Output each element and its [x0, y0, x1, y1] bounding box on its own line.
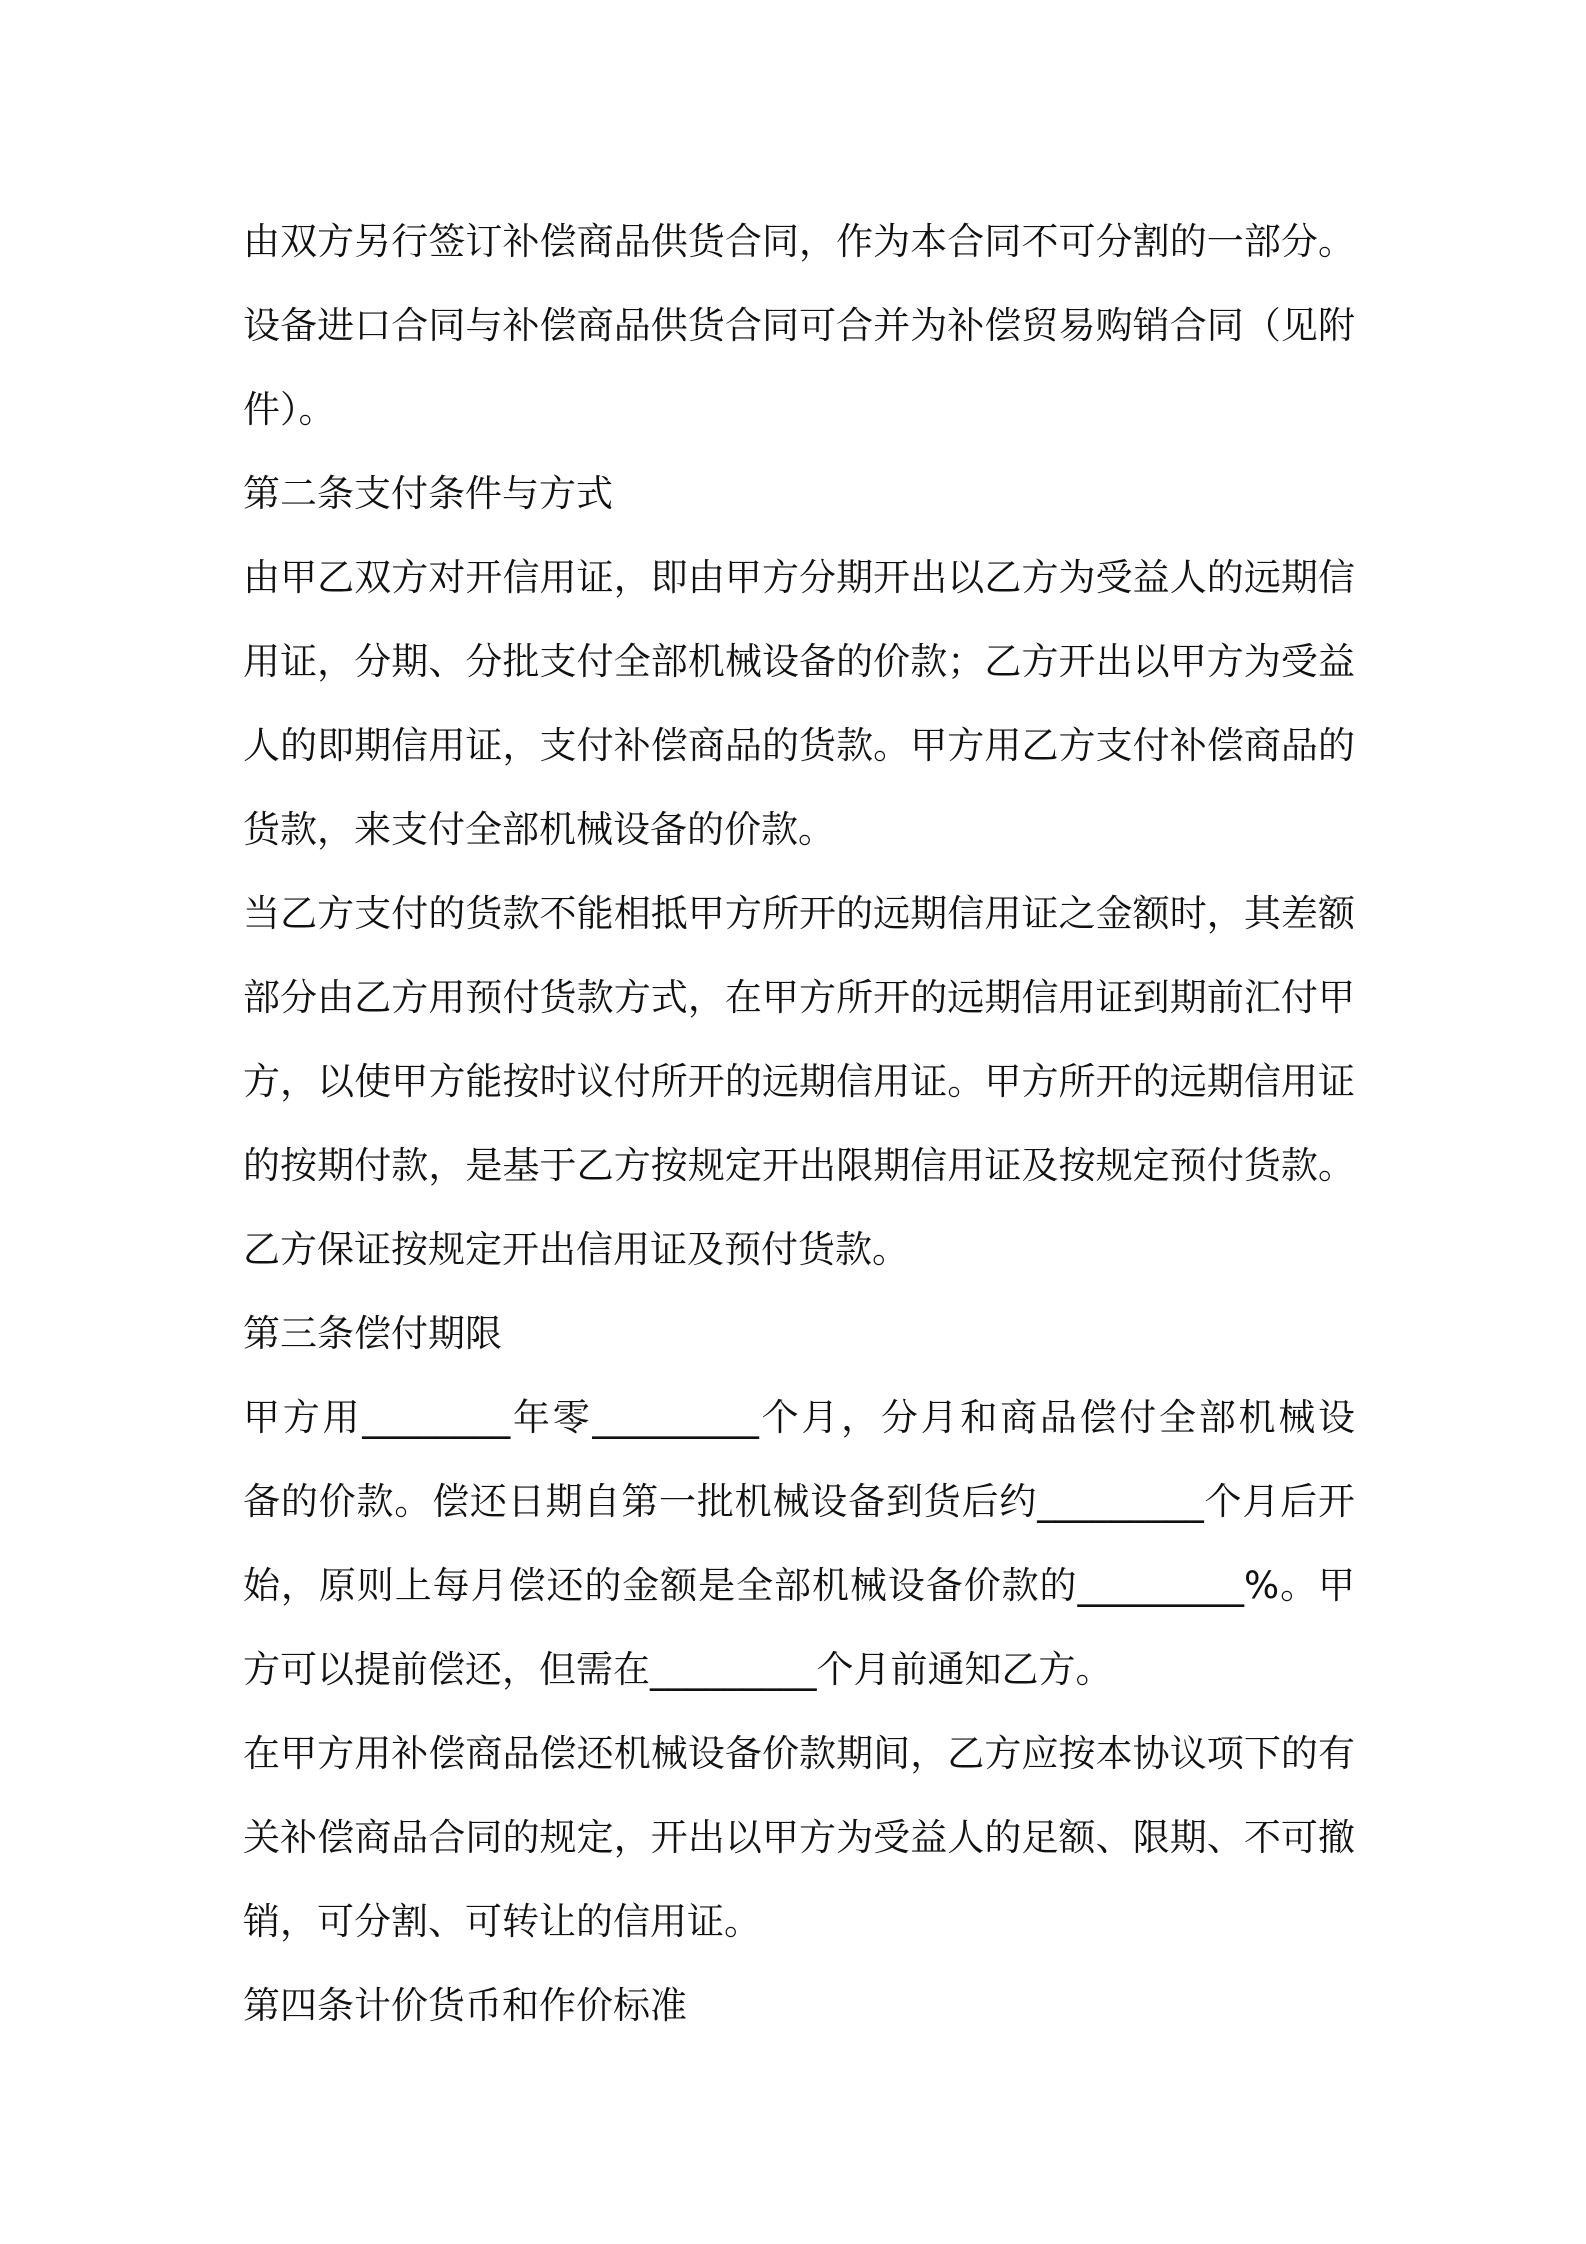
section-heading-article-2: 第二条支付条件与方式 — [243, 472, 613, 515]
paragraph-line: 当乙方支付的货款不能相抵甲方所开的远期信用证之金额时，其差额 — [243, 892, 1355, 935]
paragraph-line: 由甲乙双方对开信用证，即由甲方分期开出以乙方为受益人的远期信 — [243, 556, 1355, 599]
paragraph-line: 在甲方用补偿商品偿还机械设备价款期间，乙方应按本协议项下的有 — [243, 1732, 1355, 1775]
document-page — [243, 200, 1355, 2048]
paragraph-line: 部分由乙方用预付货款方式，在甲方所开的远期信用证到期前汇付甲 — [243, 976, 1355, 1019]
paragraph-line: 的按期付款，是基于乙方按规定开出限期信用证及按规定预付货款。 — [243, 1144, 1355, 1187]
paragraph-line: 由双方另行签订补偿商品供货合同，作为本合同不可分割的一部分。 — [243, 220, 1355, 263]
paragraph-line: 件）。 — [243, 388, 336, 431]
paragraph-line: 设备进口合同与补偿商品供货合同可合并为补偿贸易购销合同（见附 — [243, 304, 1355, 347]
section-heading-article-3: 第三条偿付期限 — [243, 1312, 502, 1355]
paragraph-line: 始，原则上每月偿还的金额是全部机械设备价款的_________%。甲 — [243, 1564, 1355, 1607]
paragraph-line: 关补偿商品合同的规定，开出以甲方为受益人的足额、限期、不可撤 — [243, 1816, 1355, 1859]
paragraph-line: 乙方保证按规定开出信用证及预付货款。 — [243, 1228, 909, 1271]
paragraph-line: 人的即期信用证，支付补偿商品的货款。甲方用乙方支付补偿商品的 — [243, 724, 1355, 767]
section-heading-article-4: 第四条计价货币和作价标准 — [243, 1984, 687, 2027]
paragraph-line: 销，可分割、可转让的信用证。 — [243, 1900, 761, 1943]
paragraph-line: 货款，来支付全部机械设备的价款。 — [243, 808, 835, 851]
paragraph-line: 备的价款。偿还日期自第一批机械设备到货后约_________个月后开 — [243, 1480, 1355, 1523]
paragraph-line: 方，以使甲方能按时议付所开的远期信用证。甲方所开的远期信用证 — [243, 1060, 1355, 1103]
paragraph-line: 用证，分期、分批支付全部机械设备的价款；乙方开出以甲方为受益 — [243, 640, 1355, 683]
paragraph-line: 甲方用________年零_________个月，分月和商品偿付全部机械设 — [243, 1396, 1355, 1439]
paragraph-line: 方可以提前偿还，但需在_________个月前通知乙方。 — [243, 1648, 1113, 1691]
